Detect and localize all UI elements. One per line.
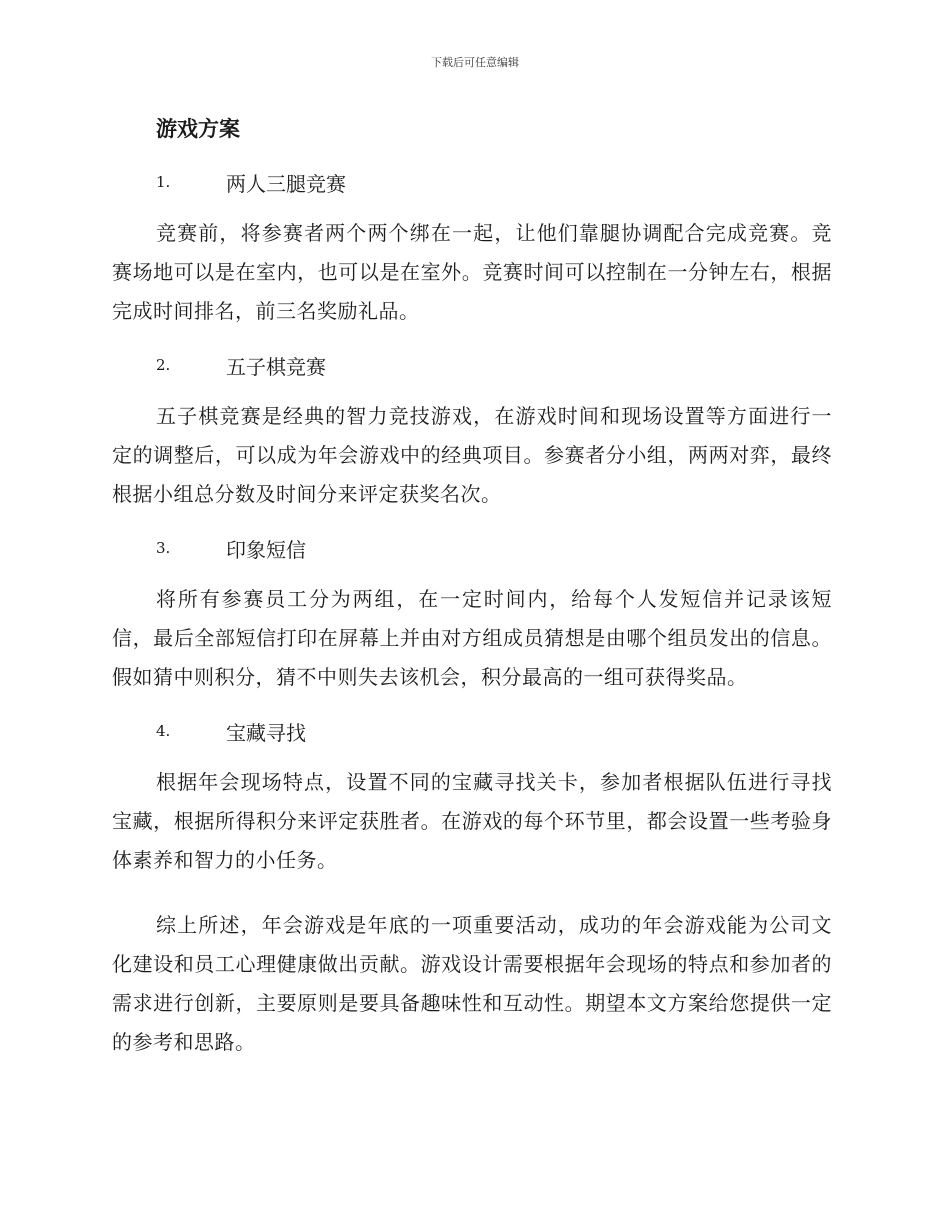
document-title: 游戏方案 xyxy=(156,117,240,141)
section-body: 五子棋竞赛是经典的智力竞技游戏，在游戏时间和现场设置等方面进行一定的调整后，可以成为年会游戏中的经典项目。参赛者分小组，两两对弈，最终根据小组总分数及时间分来评定获奖名次。 xyxy=(112,404,832,506)
section-number: 1. xyxy=(156,173,171,191)
section-title: 宝藏寻找 xyxy=(226,720,306,745)
header-note: 下载后可任意编辑 xyxy=(431,56,519,69)
section-3 xyxy=(112,528,832,697)
section-number: 3. xyxy=(156,539,171,557)
section-number: 4. xyxy=(156,722,171,740)
document-content xyxy=(112,110,832,1062)
section-1 xyxy=(112,162,832,331)
section-body: 将所有参赛员工分为两组，在一定时间内，给每个人发短信并记录该短信，最后全部短信打印在屏幕上并由对方组成员猜想是由哪个组员发出的信息。假如猜中则积分，猜不中则失去该机会，积分最高的一组可获得奖品。 xyxy=(112,587,832,689)
section-heading xyxy=(112,711,832,751)
section-heading xyxy=(112,345,832,385)
section-heading xyxy=(112,162,832,202)
section-title: 印象短信 xyxy=(226,537,306,562)
section-title: 两人三腿竞赛 xyxy=(226,171,346,196)
section-body: 竞赛前，将参赛者两个两个绑在一起，让他们靠腿协调配合完成竞赛。竞赛场地可以是在室内，也可以是在室外。竞赛时间可以控制在一分钟左右，根据完成时间排名，前三名奖励礼品。 xyxy=(112,221,832,323)
summary-paragraph: 综上所述，年会游戏是年底的一项重要活动，成功的年会游戏能为公司文化建设和员工心理健康做出贡献。游戏设计需要根据年会现场的特点和参加者的需求进行创新，主要原则是要具备趣味性和互动性。期望本文方案给您提供一定的参考和思路。 xyxy=(112,913,832,1054)
section-heading xyxy=(112,528,832,568)
section-body: 根据年会现场特点，设置不同的宝藏寻找关卡，参加者根据队伍进行寻找宝藏，根据所得积分来评定获胜者。在游戏的每个环节里，都会设置一些考验身体素养和智力的小任务。 xyxy=(112,770,832,872)
section-number: 2. xyxy=(156,356,171,374)
section-4 xyxy=(112,711,832,880)
section-2 xyxy=(112,345,832,514)
section-title: 五子棋竞赛 xyxy=(226,354,326,379)
